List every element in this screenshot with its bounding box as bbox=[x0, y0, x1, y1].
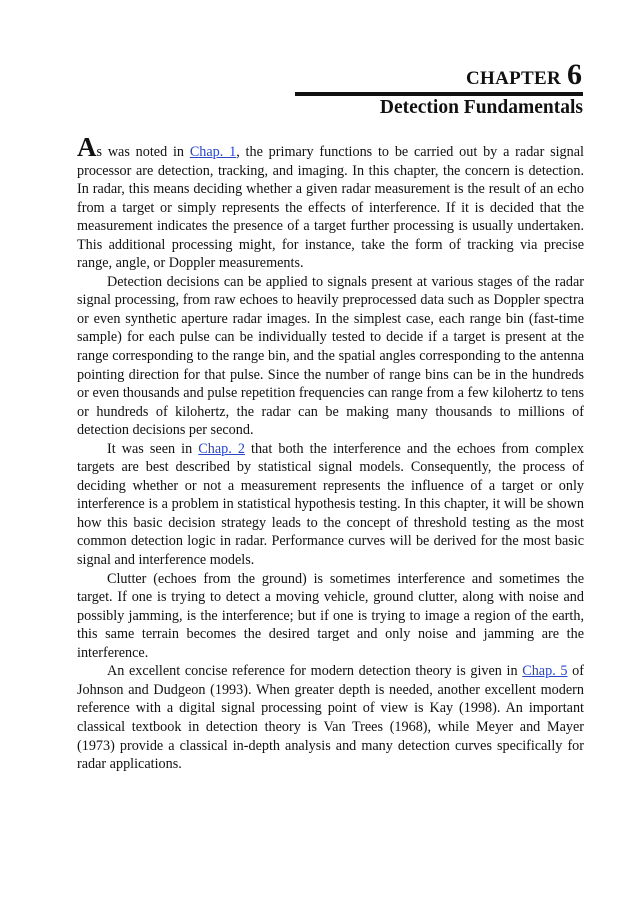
drop-cap: A bbox=[77, 132, 97, 162]
chap-2-link[interactable]: Chap. 2 bbox=[198, 440, 245, 457]
paragraph-3-text-a: It was seen in bbox=[107, 440, 199, 457]
chapter-number: 6 bbox=[567, 58, 582, 91]
paragraph-3-text-b: that both the interference and the echoes from complex targets are best described by statistical signal models. Consequently, the process of deciding whether or not a measurement represents the influence of a target or only interference is a problem in statistical hypothesis testing. In this chapter, it will be shown how this basic decision strategy leads to the concept of threshold testing as the most common detection logic in radar. Performance curves will be derived for the most basic signal and interference models. bbox=[77, 440, 584, 569]
paragraph-1-text-b: , the primary functions to be carried out by a radar signal processor are detection, tracking, and imaging. In this chapter, the concern is detection. In radar, this means deciding whether a given radar measurement is the result of an echo from a target or simply represents the effects of interference. If it is decided that the measurement indicates the presence of a target further processing is usually undertaken. This additional processing might, for instance, take the form of tracking via precise range, angle, or Doppler measurements. bbox=[77, 144, 584, 272]
paragraph-1 bbox=[77, 132, 584, 273]
chapter-rule bbox=[295, 92, 583, 96]
paragraph-5-text-b: of Johnson and Dudgeon (1993). When greater depth is needed, another excellent modern reference with a digital signal processing point of view is Kay (1998). An important classical textbook in detection theory is Van Trees (1968), while Meyer and Mayer (1973) provide a classical in-depth analysis and many detection curves specifically for radar applications. bbox=[77, 663, 584, 773]
chap-1-link[interactable]: Chap. 1 bbox=[189, 144, 237, 160]
chapter-heading bbox=[466, 58, 582, 92]
paragraph-2: Detection decisions can be applied to signals present at various stages of the radar signal processing, from raw echoes to heavily preprocessed data such as Doppler spectra or even synthetic aperture radar images. In the simplest case, each range bin (fast-time sample) for each pulse can be individually tested to decide if a target is present at the range corresponding to the range bin, and the spatial angles corresponding to the antenna pointing direction for that pulse. Since the number of range bins can be in the hundreds or even thousands and pulse repetition frequencies can range from a few kilohertz to tens or hundreds of kilohertz, the radar can be making many thousands to millions of detection decisions per second. bbox=[77, 273, 584, 439]
chapter-title: Detection Fundamentals bbox=[379, 97, 583, 118]
paragraph-5 bbox=[77, 662, 584, 773]
paragraph-5-text-a: An excellent concise reference for modern detection theory is given in bbox=[107, 663, 523, 680]
paragraph-1-text-a: s was noted in bbox=[96, 144, 190, 160]
chapter-label: CHAPTER bbox=[466, 68, 561, 89]
chapter-body bbox=[77, 132, 584, 774]
chap-5-link[interactable]: Chap. 5 bbox=[522, 663, 568, 680]
paragraph-3 bbox=[77, 440, 584, 570]
paragraph-4: Clutter (echoes from the ground) is sometimes interference and sometimes the target. If one is trying to detect a moving vehicle, ground clutter, along with noise and possibly jamming, is the interference; but if one is trying to image a region of the earth, this same terrain becomes the desired target and only noise and jamming are the interference. bbox=[77, 570, 584, 661]
